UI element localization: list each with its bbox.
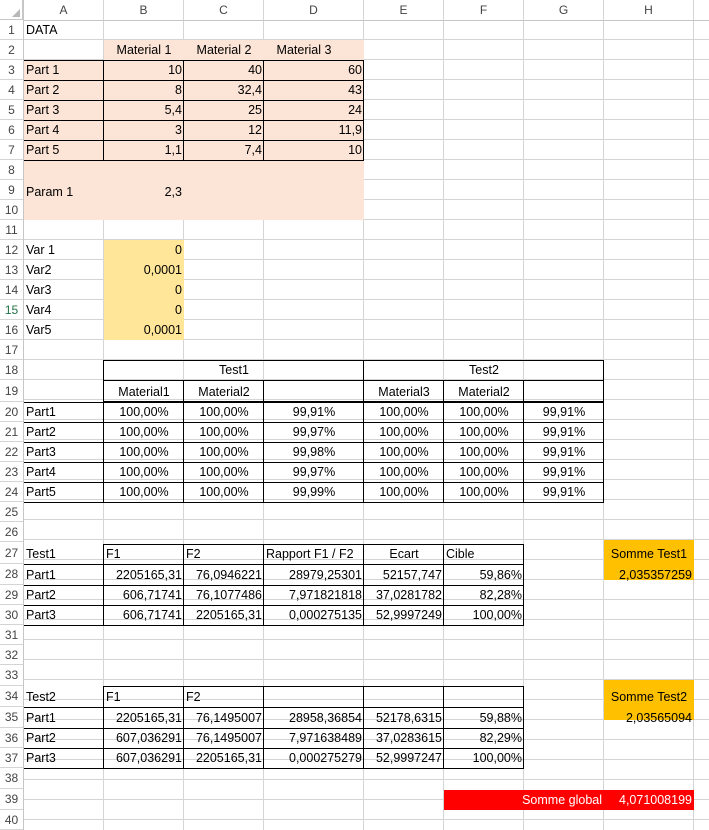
- test-row-cell[interactable]: 99,97%: [292, 425, 336, 439]
- calc1-row-cell[interactable]: 2205165,31: [115, 568, 182, 582]
- calc1-row-cell[interactable]: 606,71741: [122, 588, 182, 602]
- calc1-row-cell[interactable]: 37,0281782: [375, 588, 442, 602]
- calc1-row-cell[interactable]: 100,00%: [472, 608, 522, 622]
- column-header-c[interactable]: C: [184, 0, 264, 20]
- row-header-28[interactable]: 28: [0, 564, 23, 585]
- calc2-row-label[interactable]: Part1: [26, 711, 56, 725]
- row-header-33[interactable]: 33: [0, 665, 23, 686]
- row-header-22[interactable]: 22: [0, 442, 23, 462]
- test-row-cell[interactable]: 100,00%: [459, 465, 509, 479]
- calc2-row-cell[interactable]: 82,29%: [479, 731, 522, 745]
- cell-c6[interactable]: 12: [248, 123, 262, 137]
- test-row-cell[interactable]: 100,00%: [199, 465, 249, 479]
- cell-a4[interactable]: Part 2: [26, 83, 60, 97]
- cell-b4[interactable]: 8: [175, 83, 182, 97]
- cell-a3[interactable]: Part 1: [26, 63, 60, 77]
- cell-d7[interactable]: 10: [348, 143, 362, 157]
- test1-header[interactable]: Test1: [219, 363, 249, 377]
- row-header-9[interactable]: 9: [0, 180, 23, 200]
- row-header-14[interactable]: 14: [0, 280, 23, 300]
- calc2-row-cell[interactable]: 2205165,31: [195, 751, 262, 765]
- test2-header[interactable]: Test2: [469, 363, 499, 377]
- row-header-29[interactable]: 29: [0, 585, 23, 605]
- calc1-row-cell[interactable]: 59,86%: [479, 568, 522, 582]
- calc2-row-cell[interactable]: 607,036291: [115, 731, 182, 745]
- test-row-cell[interactable]: 100,00%: [199, 425, 249, 439]
- test-row-cell[interactable]: 100,00%: [199, 485, 249, 499]
- calc1-header-f1[interactable]: F1: [106, 547, 121, 561]
- row-header-20[interactable]: 20: [0, 402, 23, 422]
- cell-b5[interactable]: 5,4: [164, 103, 182, 117]
- calc2-row-cell[interactable]: 100,00%: [472, 751, 522, 765]
- cell-b16[interactable]: 0,0001: [143, 323, 182, 337]
- calc1-row-cell[interactable]: 76,1077486: [195, 588, 262, 602]
- calc2-row-cell[interactable]: 7,971638489: [289, 731, 362, 745]
- row-header-27[interactable]: 27: [0, 542, 23, 564]
- test-row-cell[interactable]: 99,98%: [292, 445, 336, 459]
- cell-a15[interactable]: Var4: [26, 303, 52, 317]
- column-header-b[interactable]: B: [104, 0, 184, 20]
- calc1-row-cell[interactable]: 606,71741: [122, 608, 182, 622]
- row-header-26[interactable]: 26: [0, 522, 23, 542]
- row-header-17[interactable]: 17: [0, 340, 23, 360]
- row-header-12[interactable]: 12: [0, 240, 23, 260]
- test-row-cell[interactable]: 100,00%: [379, 405, 429, 419]
- calc1-row-cell[interactable]: 82,28%: [479, 588, 522, 602]
- row-header-39[interactable]: 39: [0, 789, 23, 810]
- calc1-row-cell[interactable]: 2205165,31: [195, 608, 262, 622]
- test-row-cell[interactable]: 99,99%: [292, 485, 336, 499]
- calc1-title[interactable]: Test1: [26, 547, 56, 561]
- row-header-15[interactable]: 15: [0, 300, 23, 320]
- test-row-cell[interactable]: 100,00%: [119, 485, 169, 499]
- select-all-corner[interactable]: [0, 0, 23, 20]
- column-header-d[interactable]: D: [264, 0, 364, 20]
- row-header-1[interactable]: 1: [0, 20, 23, 40]
- calc2-header-f1[interactable]: F1: [106, 690, 121, 704]
- calc1-row-cell[interactable]: 0,000275135: [289, 608, 362, 622]
- row-header-24[interactable]: 24: [0, 482, 23, 502]
- cell-a14[interactable]: Var3: [26, 283, 52, 297]
- test-row-cell[interactable]: 99,97%: [292, 465, 336, 479]
- row-header-7[interactable]: 7: [0, 140, 23, 160]
- cell-c7[interactable]: 7,4: [244, 143, 262, 157]
- cell-b2[interactable]: Material 1: [116, 43, 172, 57]
- test-row-cell[interactable]: 99,91%: [542, 485, 586, 499]
- row-header-2[interactable]: 2: [0, 40, 23, 60]
- row-header-40[interactable]: 40: [0, 810, 23, 830]
- border: [103, 380, 604, 381]
- test-row-cell[interactable]: 100,00%: [199, 405, 249, 419]
- cell-d6[interactable]: 11,9: [338, 123, 362, 137]
- row-header-32[interactable]: 32: [0, 645, 23, 665]
- test-row-cell[interactable]: 99,91%: [292, 405, 336, 419]
- sum-test2-label[interactable]: Somme Test2: [610, 690, 688, 704]
- test-row-cell[interactable]: 100,00%: [379, 445, 429, 459]
- test-row-cell[interactable]: 99,91%: [542, 425, 586, 439]
- row-header-8[interactable]: 8: [0, 160, 23, 180]
- calc1-row-label[interactable]: Part2: [26, 588, 56, 602]
- test-row-cell[interactable]: 100,00%: [119, 445, 169, 459]
- calc1-row-cell[interactable]: 52,9997249: [375, 608, 442, 622]
- test-header-material2b[interactable]: Material2: [458, 385, 510, 399]
- cell-a16[interactable]: Var5: [26, 323, 52, 337]
- test-row-cell[interactable]: 100,00%: [379, 425, 429, 439]
- calc1-row-cell[interactable]: 76,0946221: [195, 568, 262, 582]
- cell-c5[interactable]: 25: [248, 103, 262, 117]
- row-header-23[interactable]: 23: [0, 462, 23, 482]
- calc2-row-label[interactable]: Part3: [26, 751, 56, 765]
- border: [24, 160, 364, 161]
- test-row-label[interactable]: Part1: [26, 405, 56, 419]
- row-header-11[interactable]: 11: [0, 220, 23, 240]
- cell-b14[interactable]: 0: [175, 283, 182, 297]
- test-row-cell[interactable]: 99,91%: [542, 465, 586, 479]
- cell-b6[interactable]: 3: [175, 123, 182, 137]
- calc2-row-cell[interactable]: 0,000275279: [289, 751, 362, 765]
- cell-a6[interactable]: Part 4: [26, 123, 60, 137]
- column-header-f[interactable]: F: [444, 0, 524, 20]
- calc1-header-rapport[interactable]: Rapport F1 / F2: [266, 547, 354, 561]
- test-row-label[interactable]: Part3: [26, 445, 56, 459]
- calc2-row-cell[interactable]: 28958,36854: [289, 711, 362, 725]
- cell-d2[interactable]: Material 3: [276, 43, 332, 57]
- cell-d5[interactable]: 24: [348, 103, 362, 117]
- row-header-35[interactable]: 35: [0, 707, 23, 728]
- calc1-row-cell[interactable]: 7,971821818: [289, 588, 362, 602]
- test-row-cell[interactable]: 99,91%: [542, 405, 586, 419]
- cell-a12[interactable]: Var 1: [26, 243, 55, 257]
- cell-d4[interactable]: 43: [348, 83, 362, 97]
- row-header-31[interactable]: 31: [0, 625, 23, 645]
- calc2-row-cell[interactable]: 2205165,31: [115, 711, 182, 725]
- test-row-cell[interactable]: 100,00%: [199, 445, 249, 459]
- calc2-row-cell[interactable]: 52,9997247: [375, 751, 442, 765]
- calc2-row-cell[interactable]: 607,036291: [115, 751, 182, 765]
- row-header-3[interactable]: 3: [0, 60, 23, 80]
- cell-b7[interactable]: 1,1: [164, 143, 182, 157]
- row-header-30[interactable]: 30: [0, 605, 23, 625]
- column-header-a[interactable]: A: [24, 0, 104, 20]
- test-row-cell[interactable]: 100,00%: [119, 425, 169, 439]
- cell-b15[interactable]: 0: [175, 303, 182, 317]
- global-sum-value[interactable]: 4,071008199: [619, 793, 692, 807]
- test-row-cell[interactable]: 100,00%: [459, 405, 509, 419]
- cell-a13[interactable]: Var2: [26, 263, 52, 277]
- cell-b3[interactable]: 10: [168, 63, 182, 77]
- row-header-5[interactable]: 5: [0, 100, 23, 120]
- cell-b12[interactable]: 0: [175, 243, 182, 257]
- calc1-row-label[interactable]: Part1: [26, 568, 56, 582]
- row-header-13[interactable]: 13: [0, 260, 23, 280]
- calc2-row-label[interactable]: Part2: [26, 731, 56, 745]
- test-row-label[interactable]: Part5: [26, 485, 56, 499]
- row-header-21[interactable]: 21: [0, 422, 23, 442]
- test-header-material2[interactable]: Material2: [198, 385, 250, 399]
- column-header-e[interactable]: E: [364, 0, 444, 20]
- column-header-g[interactable]: G: [524, 0, 604, 20]
- row-header-4[interactable]: 4: [0, 80, 23, 100]
- row-header-6[interactable]: 6: [0, 120, 23, 140]
- test-row-label[interactable]: Part2: [26, 425, 56, 439]
- calc2-row-cell[interactable]: 76,1495007: [195, 711, 262, 725]
- cell-c3[interactable]: 40: [248, 63, 262, 77]
- calc2-row-cell[interactable]: 76,1495007: [195, 731, 262, 745]
- cell-b9[interactable]: 2,3: [164, 185, 182, 199]
- test-row-cell[interactable]: 99,91%: [542, 445, 586, 459]
- calc1-header-cible[interactable]: Cible: [446, 547, 475, 561]
- row-header-36[interactable]: 36: [0, 728, 23, 748]
- calc1-row-label[interactable]: Part3: [26, 608, 56, 622]
- cell-a7[interactable]: Part 5: [26, 143, 60, 157]
- calc2-header-f2[interactable]: F2: [186, 690, 201, 704]
- test-row-cell[interactable]: 100,00%: [459, 485, 509, 499]
- calc2-row-cell[interactable]: 52178,6315: [375, 711, 442, 725]
- row-header-38[interactable]: 38: [0, 768, 23, 789]
- calc1-header-f2[interactable]: F2: [186, 547, 201, 561]
- global-sum-label[interactable]: Somme global: [522, 793, 602, 807]
- row-header-16[interactable]: 16: [0, 320, 23, 340]
- row-header-34[interactable]: 34: [0, 686, 23, 707]
- column-header-overflow: [694, 0, 709, 20]
- cell-d3[interactable]: 60: [348, 63, 362, 77]
- cell-a5[interactable]: Part 3: [26, 103, 60, 117]
- border: [24, 625, 524, 626]
- test-row-label[interactable]: Part4: [26, 465, 56, 479]
- calc2-row-cell[interactable]: 37,0283615: [375, 731, 442, 745]
- row-header-19[interactable]: 19: [0, 380, 23, 402]
- column-header-h[interactable]: H: [604, 0, 694, 20]
- row-header-10[interactable]: 10: [0, 200, 23, 220]
- test-row-cell[interactable]: 100,00%: [459, 445, 509, 459]
- test-row-cell[interactable]: 100,00%: [119, 405, 169, 419]
- border: [24, 502, 604, 503]
- test-row-cell[interactable]: 100,00%: [379, 465, 429, 479]
- cell-a9[interactable]: Param 1: [26, 185, 74, 199]
- row-header-37[interactable]: 37: [0, 748, 23, 768]
- cell-c2[interactable]: Material 2: [196, 43, 252, 57]
- calc2-title[interactable]: Test2: [26, 690, 56, 704]
- border: [24, 768, 524, 769]
- cell-b13[interactable]: 0,0001: [143, 263, 182, 277]
- calc1-header-ecart[interactable]: Ecart: [389, 547, 419, 561]
- test-row-cell[interactable]: 100,00%: [379, 485, 429, 499]
- sum-test1-label[interactable]: Somme Test1: [610, 547, 688, 561]
- row-header-25[interactable]: 25: [0, 502, 23, 522]
- sum-test1-value[interactable]: 2,035357259: [619, 568, 692, 582]
- test-header-material3[interactable]: Material3: [378, 385, 430, 399]
- test-row-cell[interactable]: 100,00%: [119, 465, 169, 479]
- cell-a1[interactable]: DATA: [26, 23, 58, 37]
- row-header-18[interactable]: 18: [0, 360, 23, 380]
- test-row-cell[interactable]: 100,00%: [459, 425, 509, 439]
- sum-test2-value[interactable]: 2,03565094: [625, 711, 692, 725]
- calc1-row-cell[interactable]: 28979,25301: [289, 568, 362, 582]
- calc2-row-cell[interactable]: 59,88%: [479, 711, 522, 725]
- cell-c4[interactable]: 32,4: [237, 83, 262, 97]
- calc1-row-cell[interactable]: 52157,747: [382, 568, 442, 582]
- test-header-material1[interactable]: Material1: [118, 385, 170, 399]
